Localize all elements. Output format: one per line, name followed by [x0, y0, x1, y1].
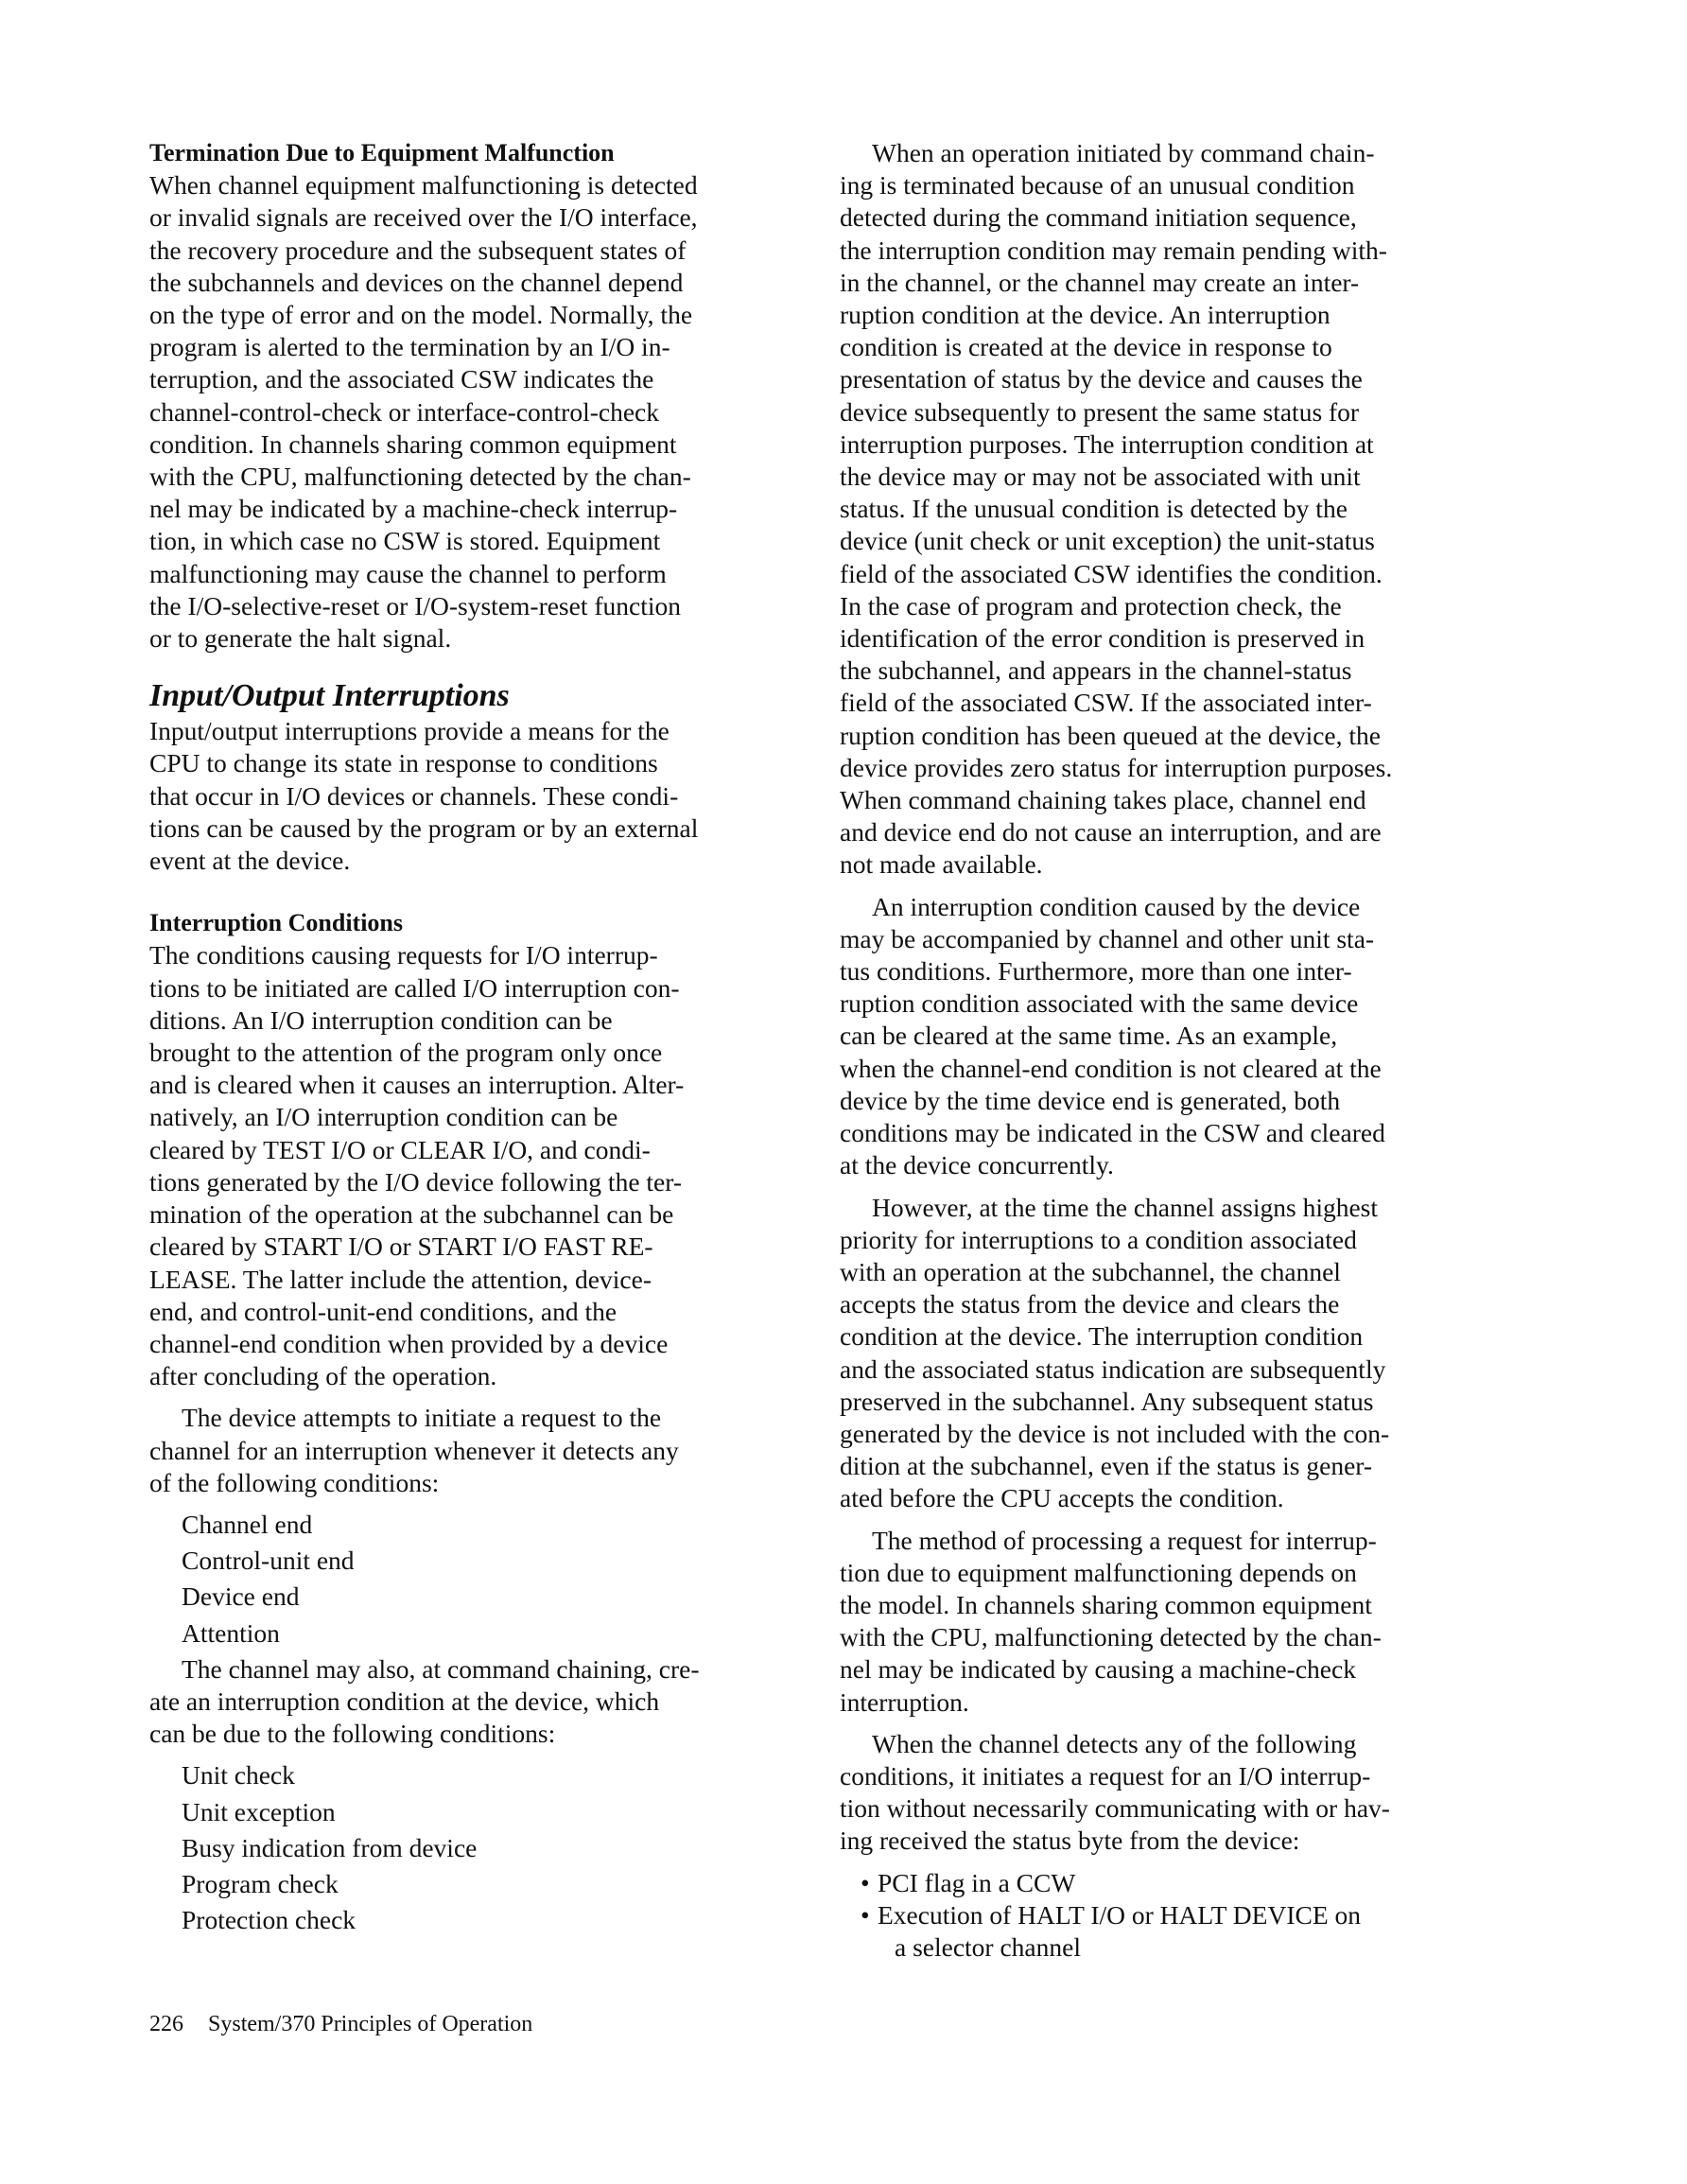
text-line: tus conditions. Furthermore, more than one inter-: [840, 956, 1352, 987]
text-line: device subsequently to present the same status for: [840, 396, 1360, 427]
text-line: field of the associated CSW identifies the condition.: [840, 558, 1383, 588]
paragraph-command-chaining: [149, 1653, 774, 1751]
text-line: with an operation at the subchannel, the channel: [840, 1256, 1341, 1286]
text-line: CPU to change its state in response to conditions: [149, 748, 658, 778]
text-line: may be accompanied by channel and other unit sta-: [840, 923, 1375, 953]
text-line: device (unit check or unit exception) the unit-status: [840, 526, 1375, 556]
bullet-continuation: a selector channel: [895, 1931, 1081, 1962]
text-line: on the type of error and on the model. Normally, the: [149, 300, 693, 330]
spacer: [149, 877, 774, 907]
bullet-list: [840, 1867, 1464, 1965]
text-line: the model. In channels sharing common equipment: [840, 1589, 1372, 1619]
text-line: the recovery procedure and the subsequent states of: [149, 235, 687, 265]
list-item: Protection check: [182, 1905, 357, 1935]
list-item: Unit check: [182, 1760, 295, 1791]
paragraph-interruption-conditions: [149, 939, 774, 1392]
bullet-item: [840, 1867, 1464, 1899]
list-item: Busy indication from device: [182, 1832, 478, 1862]
text-line: can be cleared at the same time. As an example,: [840, 1021, 1338, 1051]
text-line: the I/O-selective-reset or I/O-system-reset function: [149, 590, 682, 620]
paragraph-io-interruptions: [149, 715, 774, 877]
text-line: An interruption condition caused by the device: [872, 891, 1361, 921]
list-device-conditions: [149, 1509, 774, 1650]
spacer: [149, 1750, 774, 1759]
text-line: malfunctioning may cause the channel to perform: [149, 558, 667, 588]
text-line: In the case of program and protection check, the: [840, 590, 1342, 620]
text-line: channel-control-check or interface-control-check: [149, 396, 659, 427]
text-line: event at the device.: [149, 846, 351, 876]
text-line: the subchannels and devices on the channel depend: [149, 267, 684, 297]
section-heading-termination: Termination Due to Equipment Malfunction: [149, 139, 615, 166]
paragraph-priority: [840, 1192, 1464, 1515]
text-line: condition. In channels sharing common equipment: [149, 428, 677, 459]
bullet-item: [840, 1899, 1464, 1931]
text-line: tion, in which case no CSW is stored. Equipment: [149, 526, 661, 556]
text-line: Input/output interruptions provide a means for the: [149, 716, 670, 746]
text-line: ruption condition at the device. An interruption: [840, 300, 1330, 330]
list-item: Unit exception: [182, 1796, 336, 1826]
text-line: cleared by START I/O or START I/O FAST RE-: [149, 1232, 653, 1262]
text-line: condition at the device. The interruption condition: [840, 1321, 1364, 1352]
paragraph-channel-detects: [840, 1728, 1464, 1858]
text-line: presentation of status by the device and causes the: [840, 364, 1363, 394]
text-line: the device may or may not be associated with unit: [840, 462, 1361, 492]
list-item: Attention: [182, 1617, 280, 1648]
text-line: ate an interruption condition at the device, which: [149, 1686, 660, 1716]
text-line: or invalid signals are received over the I/O interface,: [149, 202, 698, 233]
list-item: Program check: [182, 1868, 339, 1898]
page-footer: [149, 2010, 532, 2038]
list-chaining-conditions: [149, 1759, 774, 1936]
paragraph-termination: [149, 169, 774, 655]
text-line: ated before the CPU accepts the condition.: [840, 1483, 1284, 1513]
text-line: with the CPU, malfunctioning detected by the chan-: [840, 1622, 1382, 1652]
text-line: or to generate the halt signal.: [149, 623, 452, 654]
paragraph-device-attempts: [149, 1402, 774, 1499]
text-line: generated by the device is not included with the con-: [840, 1418, 1390, 1448]
text-line: at the device concurrently.: [840, 1150, 1114, 1180]
spacer: [840, 1182, 1464, 1192]
text-line: When channel equipment malfunctioning is detected: [149, 170, 698, 201]
text-line: condition is created at the device in response to: [840, 332, 1332, 362]
text-line: natively, an I/O interruption condition can be: [149, 1102, 618, 1132]
text-line: and device end do not cause an interruption, and are: [840, 817, 1382, 847]
left-column: [149, 137, 774, 1940]
spacer: [840, 882, 1464, 891]
text-line: accepts the status from the device and clears the: [840, 1289, 1340, 1319]
text-line: conditions, it initiates a request for an I/O interrup-: [840, 1760, 1371, 1791]
text-line: nel may be indicated by causing a machine-check: [840, 1654, 1356, 1685]
text-line: end, and control-unit-end conditions, and the: [149, 1296, 617, 1326]
text-line: ditions. An I/O interruption condition can be: [149, 1005, 613, 1035]
text-line: cleared by TEST I/O or CLEAR I/O, and condi-: [149, 1134, 651, 1164]
text-line: channel-end condition when provided by a device: [149, 1328, 669, 1358]
text-line: after concluding of the operation.: [149, 1361, 497, 1391]
text-line: interruption purposes. The interruption condition at: [840, 428, 1374, 459]
spacer: [840, 1515, 1464, 1525]
text-line: LEASE. The latter include the attention, device-: [149, 1264, 652, 1294]
spacer: [840, 1719, 1464, 1728]
text-line: with the CPU, malfunctioning detected by the chan-: [149, 462, 691, 492]
text-line: program is alerted to the termination by an I/O in-: [149, 332, 670, 362]
text-line: of the following conditions:: [149, 1467, 440, 1497]
list-item: Control-unit end: [182, 1546, 355, 1576]
text-line: The device attempts to initiate a request to the: [182, 1403, 662, 1433]
text-line: The conditions causing requests for I/O interrup-: [149, 940, 658, 970]
text-line: priority for interruptions to a condition associated: [840, 1224, 1357, 1254]
text-line: tion due to equipment malfunctioning depends on: [840, 1557, 1357, 1587]
text-line: and the associated status indication are subsequently: [840, 1354, 1386, 1384]
text-line: ruption condition has been queued at the device, the: [840, 720, 1381, 750]
section-heading-io-interruptions: Input/Output Interruptions: [149, 678, 510, 714]
paragraph-command-chaining-termination: [840, 137, 1464, 882]
text-line: However, at the time the channel assigns highest: [872, 1192, 1379, 1222]
page-number: 226: [149, 2012, 183, 2036]
text-line: preserved in the subchannel. Any subsequent status: [840, 1386, 1374, 1416]
text-line: that occur in I/O devices or channels. These condi-: [149, 780, 679, 811]
text-line: tions can be caused by the program or by an external: [149, 812, 699, 843]
text-line: status. If the unusual condition is detected by the: [840, 494, 1348, 524]
text-line: can be due to the following conditions:: [149, 1719, 556, 1749]
right-column: [840, 137, 1464, 1964]
text-line: not made available.: [840, 849, 1043, 880]
section-heading-interruption-conditions: Interruption Conditions: [149, 909, 403, 937]
text-line: when the channel-end condition is not cleared at the: [840, 1053, 1382, 1083]
bullet-text: Execution of HALT I/O or HALT DEVICE on: [878, 1899, 1361, 1930]
text-line: in the channel, or the channel may create an inter-: [840, 267, 1360, 297]
publication-title: System/370 Principles of Operation: [208, 2012, 533, 2036]
text-line: ruption condition associated with the same device: [840, 988, 1359, 1019]
text-line: detected during the command initiation sequence,: [840, 202, 1357, 233]
text-line: the subchannel, and appears in the channel-status: [840, 655, 1352, 686]
text-line: conditions may be indicated in the CSW and cleared: [840, 1118, 1385, 1148]
text-line: When the channel detects any of the following: [872, 1728, 1357, 1758]
text-line: The method of processing a request for interrup-: [872, 1525, 1377, 1555]
spacer: [840, 1858, 1464, 1867]
text-line: When an operation initiated by command chain-: [872, 138, 1375, 167]
text-line: tion without necessarily communicating with or hav-: [840, 1793, 1390, 1824]
text-line: field of the associated CSW. If the associated inter-: [840, 688, 1372, 718]
spacer: [149, 1499, 774, 1509]
text-line: tions to be initiated are called I/O interruption con-: [149, 972, 680, 1003]
text-line: the interruption condition may remain pending with-: [840, 235, 1387, 265]
text-line: ing received the status byte from the device:: [840, 1826, 1300, 1856]
list-item: Device end: [182, 1581, 300, 1612]
text-line: When command chaining takes place, channel end: [840, 785, 1366, 815]
text-line: mination of the operation at the subchannel can be: [149, 1199, 674, 1230]
text-line: terruption, and the associated CSW indicates the: [149, 364, 654, 394]
paragraph-malfunction-processing: [840, 1525, 1464, 1719]
text-line: channel for an interruption whenever it detects any: [149, 1435, 679, 1465]
spacer: [149, 1392, 774, 1402]
text-line: identification of the error condition is preserved in: [840, 623, 1365, 654]
text-line: tions generated by the I/O device following the ter-: [149, 1166, 683, 1197]
paragraph-accompanied-conditions: [840, 891, 1464, 1182]
text-line: brought to the attention of the program only once: [149, 1038, 663, 1068]
bullet-icon: •: [861, 1899, 870, 1930]
text-line: interruption.: [840, 1686, 969, 1717]
bullet-text: PCI flag in a CCW: [878, 1867, 1076, 1897]
text-line: The channel may also, at command chaining, cre-: [182, 1653, 700, 1684]
text-line: ing is terminated because of an unusual condition: [840, 170, 1355, 201]
text-line: nel may be indicated by a machine-check interrup-: [149, 494, 678, 524]
text-line: device by the time device end is generated, both: [840, 1085, 1341, 1115]
text-line: dition at the subchannel, even if the status is gener-: [840, 1451, 1373, 1481]
text-line: device provides zero status for interruption purposes.: [840, 752, 1393, 782]
list-item: Channel end: [182, 1509, 313, 1539]
text-line: and is cleared when it causes an interruption. Alter-: [149, 1070, 685, 1100]
bullet-icon: •: [861, 1867, 870, 1897]
